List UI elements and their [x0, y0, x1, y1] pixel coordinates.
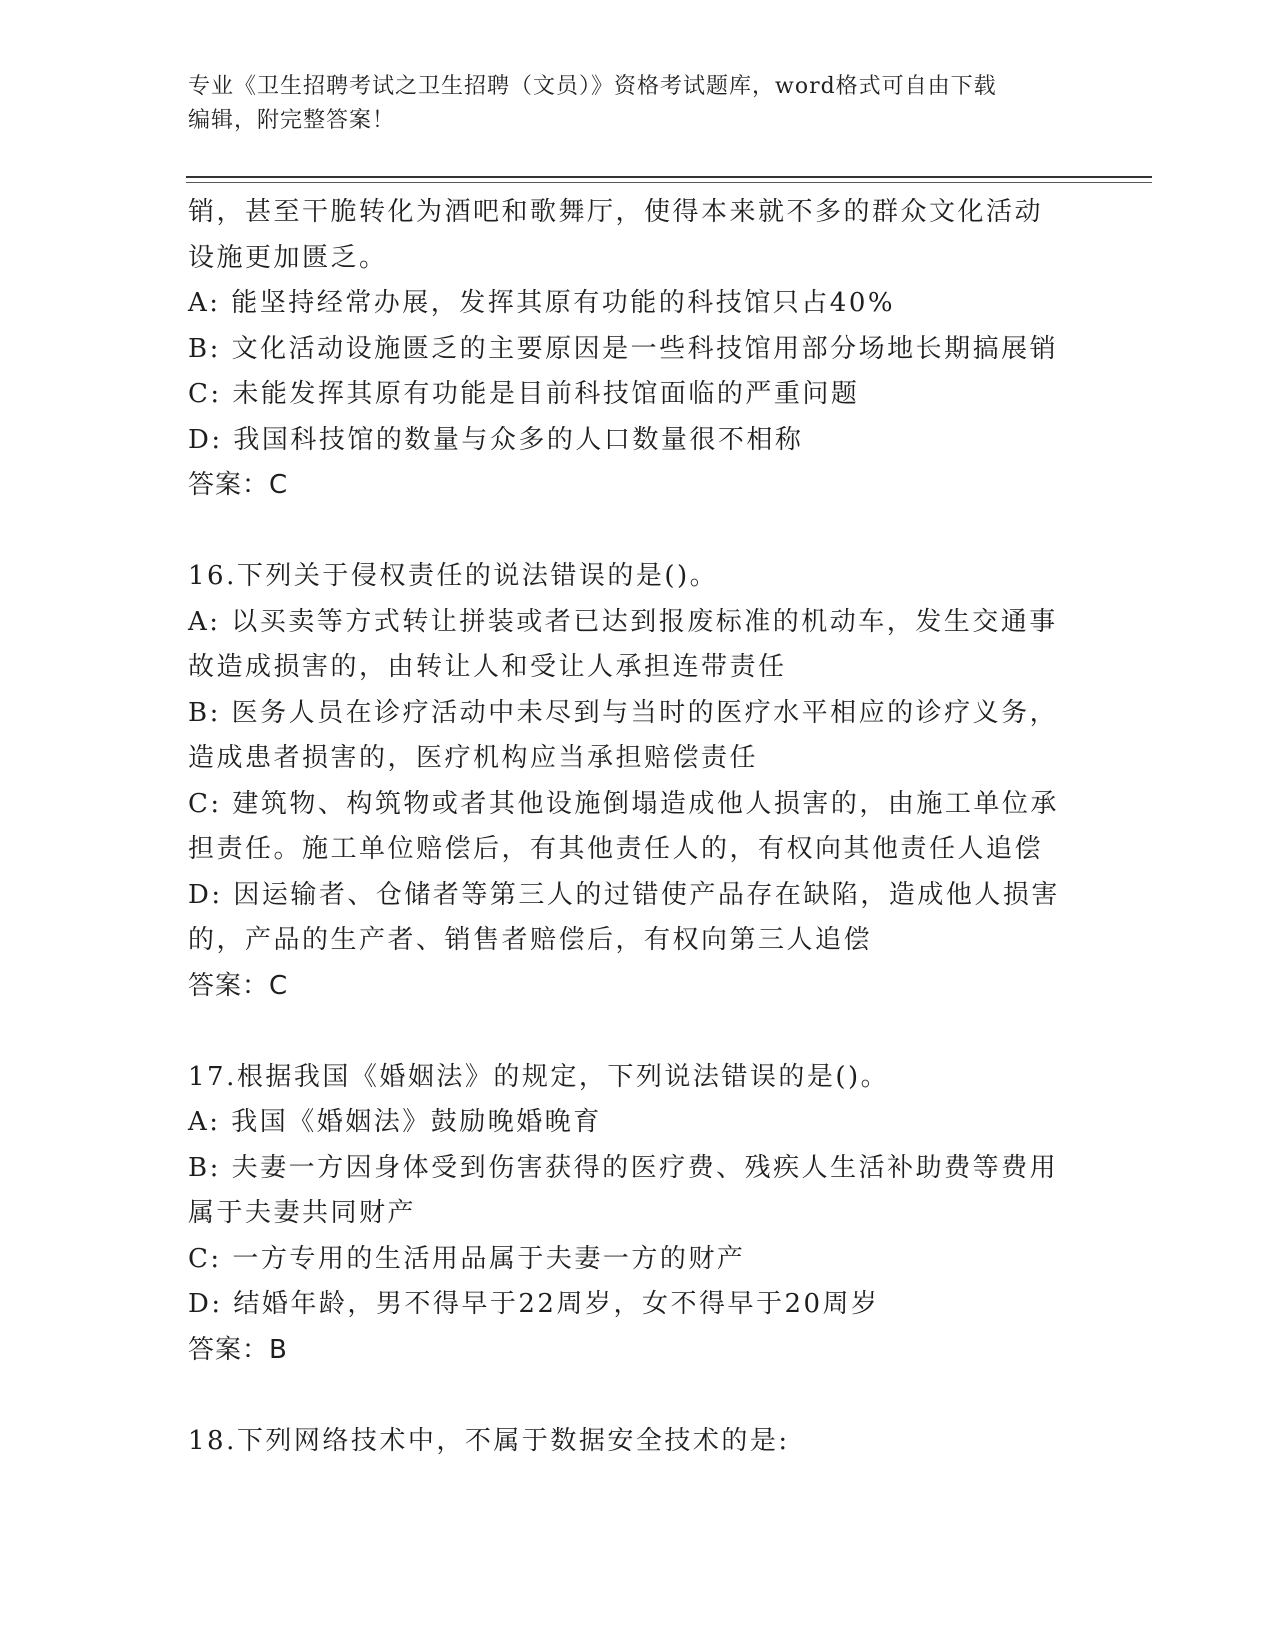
spacer: [188, 509, 1088, 555]
option-c: C: 一方专用的生活用品属于夫妻一方的财产: [188, 1243, 746, 1274]
spacer: [188, 1009, 1088, 1055]
stem-line: 设施更加匮乏。: [188, 242, 388, 273]
question-16: [188, 554, 1088, 1009]
question-stem: 16.下列关于侵权责任的说法错误的是()。: [188, 561, 719, 591]
stem-line: 销，甚至干脆转化为酒吧和歌舞厅，使得本来就不多的群众文化活动: [188, 197, 1044, 227]
question-stem: 18.下列网络技术中，不属于数据安全技术的是:: [188, 1425, 790, 1456]
header-rule-thick: [186, 176, 1152, 178]
question-18: [188, 1419, 1088, 1465]
document-body: [188, 190, 1088, 1464]
header-line-2: 编辑，附完整答案！: [188, 108, 396, 133]
option-c: C: 未能发挥其原有功能是目前科技馆面临的严重问题: [188, 379, 860, 409]
answer-line: 答案：C: [188, 470, 289, 500]
option-d-line-2: 的，产品的生产者、销售者赔偿后，有权向第三人追偿: [188, 925, 873, 955]
option-a: A: 我国《婚姻法》鼓励晚婚晚育: [188, 1107, 602, 1137]
spacer: [188, 1373, 1088, 1419]
option-d-line-1: D: 因运输者、仓储者等第三人的过错使产品存在缺陷，造成他人损害: [188, 879, 1060, 910]
document-header: [188, 70, 1088, 138]
question-17: [188, 1055, 1088, 1374]
option-d: D: 结婚年龄，男不得早于22周岁，女不得早于20周岁: [188, 1289, 880, 1319]
answer-line: 答案：B: [188, 1334, 288, 1365]
option-b: B: 文化活动设施匮乏的主要原因是一些科技馆用部分场地长期搞展销: [188, 333, 1059, 364]
option-b-line-2: 造成患者损害的，医疗机构应当承担赔偿责任: [188, 743, 759, 773]
answer-line: 答案：C: [188, 970, 289, 1001]
option-b-line-1: B: 医务人员在诊疗活动中未尽到与当时的医疗水平相应的诊疗义务，: [188, 697, 1059, 728]
option-c-line-1: C: 建筑物、构筑物或者其他设施倒塌造成他人损害的，由施工单位承: [188, 788, 1059, 819]
option-a-line-1: A: 以买卖等方式转让拼装或者已达到报废标准的机动车，发生交通事: [188, 606, 1058, 637]
header-rule-thin: [186, 182, 1152, 183]
option-a: A: 能坚持经常办展，发挥其原有功能的科技馆只占40%: [188, 288, 896, 318]
option-d: D: 我国科技馆的数量与众多的人口数量很不相称: [188, 424, 804, 455]
option-b-line-1: B: 夫妻一方因身体受到伤害获得的医疗费、残疾人生活补助费等费用: [188, 1152, 1059, 1183]
option-c-line-2: 担责任。施工单位赔偿后，有其他责任人的，有权向其他责任人追偿: [188, 834, 1044, 864]
question-stem: 17.根据我国《婚姻法》的规定，下列说法错误的是()。: [188, 1061, 890, 1092]
question-15-continuation: [188, 190, 1088, 509]
option-a-line-2: 故造成损害的，由转让人和受让人承担连带责任: [188, 652, 787, 682]
option-b-line-2: 属于夫妻共同财产: [188, 1198, 417, 1228]
header-line-1: 专业《卫生招聘考试之卫生招聘（文员）》资格考试题库，word格式可自由下载: [188, 74, 997, 99]
